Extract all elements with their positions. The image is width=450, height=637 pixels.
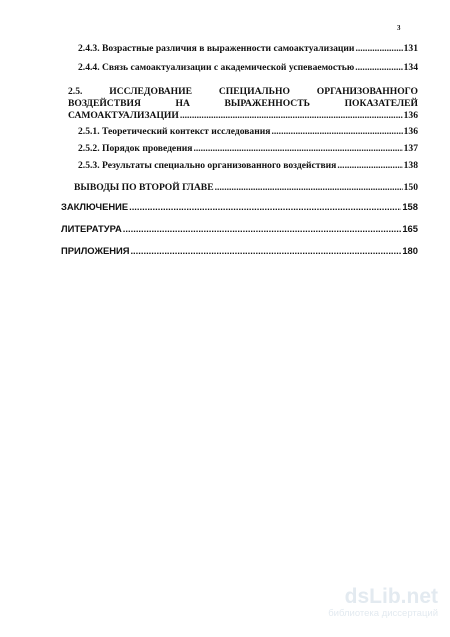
word: ПОКАЗАТЕЛЕЙ bbox=[344, 98, 418, 109]
word: СПЕЦИАЛЬНО bbox=[218, 86, 290, 97]
toc-entry-label: ЗАКЛЮЧЕНИЕ bbox=[61, 201, 129, 212]
toc-entry-label: 2.5.2. Порядок проведения bbox=[78, 143, 193, 154]
page-number: 3 bbox=[397, 24, 401, 32]
toc-leader-dots bbox=[130, 244, 401, 257]
toc-entry-page: 150 bbox=[403, 182, 418, 193]
word: ОРГАНИЗОВАННОГО bbox=[316, 86, 418, 97]
toc-entry-page: 137 bbox=[403, 143, 418, 154]
toc-entry-page: 136 bbox=[403, 110, 418, 121]
word: НА bbox=[175, 98, 190, 109]
toc-entry-label: 2.5.1. Теоретический контекст исследования bbox=[78, 126, 271, 137]
toc-entry-literature[interactable] bbox=[61, 222, 418, 235]
toc-entry-label: ВЫВОДЫ ПО ВТОРОЙ ГЛАВЕ bbox=[74, 182, 214, 193]
toc-entry-label: 2.4.3. Возрастные различия в выраженности самоактуализации bbox=[78, 43, 355, 54]
toc-entry-label: 2.5.3. Результаты специально организованного воздействия bbox=[78, 160, 337, 171]
toc-entry-page: 134 bbox=[403, 62, 418, 73]
toc-entry-2-4-3[interactable] bbox=[78, 42, 418, 55]
watermark-logo: dsLib.net bbox=[344, 585, 438, 608]
toc-entry-label: ПРИЛОЖЕНИЯ bbox=[61, 245, 130, 256]
word: ВОЗДЕЙСТВИЯ bbox=[68, 98, 141, 109]
dslib-watermark bbox=[298, 586, 438, 620]
toc-entry-page: 138 bbox=[403, 160, 418, 171]
word: 2.5. bbox=[68, 86, 83, 97]
toc-entry-2-4-4[interactable] bbox=[78, 61, 418, 74]
toc-leader-dots bbox=[271, 125, 402, 138]
toc-entry-2-5-1[interactable] bbox=[78, 125, 418, 138]
word: ИССЛЕДОВАНИЕ bbox=[109, 86, 192, 97]
toc-leader-dots bbox=[355, 42, 402, 55]
toc-entry-label: ЛИТЕРАТУРА bbox=[61, 223, 122, 234]
toc-entry-2-5-2[interactable] bbox=[78, 142, 418, 155]
toc-leader-dots bbox=[193, 142, 402, 155]
toc-entry-2-5-line3 bbox=[68, 109, 418, 122]
toc-entry-label: 2.4.4. Связь самоактуализации с академической успеваемостью bbox=[78, 62, 355, 73]
toc-leader-dots bbox=[355, 61, 402, 74]
toc-entry-page: 136 bbox=[403, 126, 418, 137]
toc-entry-label: САМОАКТУАЛИЗАЦИИ bbox=[68, 110, 179, 121]
toc-entry-page: 180 bbox=[402, 245, 418, 256]
toc-entry-conclusion[interactable] bbox=[61, 200, 418, 213]
toc-entry-page: 131 bbox=[403, 43, 418, 54]
toc-leader-dots bbox=[180, 109, 403, 122]
toc-leader-dots bbox=[129, 200, 401, 213]
watermark-subtitle: библиотека диссертаций bbox=[328, 608, 438, 619]
toc-entry-conclusions-chapter-2[interactable] bbox=[74, 181, 418, 194]
toc-leader-dots bbox=[215, 181, 403, 194]
toc-leader-dots bbox=[337, 159, 402, 172]
toc-entry-page: 158 bbox=[402, 201, 418, 212]
word: ВЫРАЖЕННОСТЬ bbox=[224, 98, 310, 109]
toc-entry-page: 165 bbox=[402, 223, 418, 234]
toc-leader-dots bbox=[123, 222, 402, 235]
toc-entry-appendices[interactable] bbox=[61, 244, 418, 257]
toc-entry-2-5-3[interactable] bbox=[78, 159, 418, 172]
